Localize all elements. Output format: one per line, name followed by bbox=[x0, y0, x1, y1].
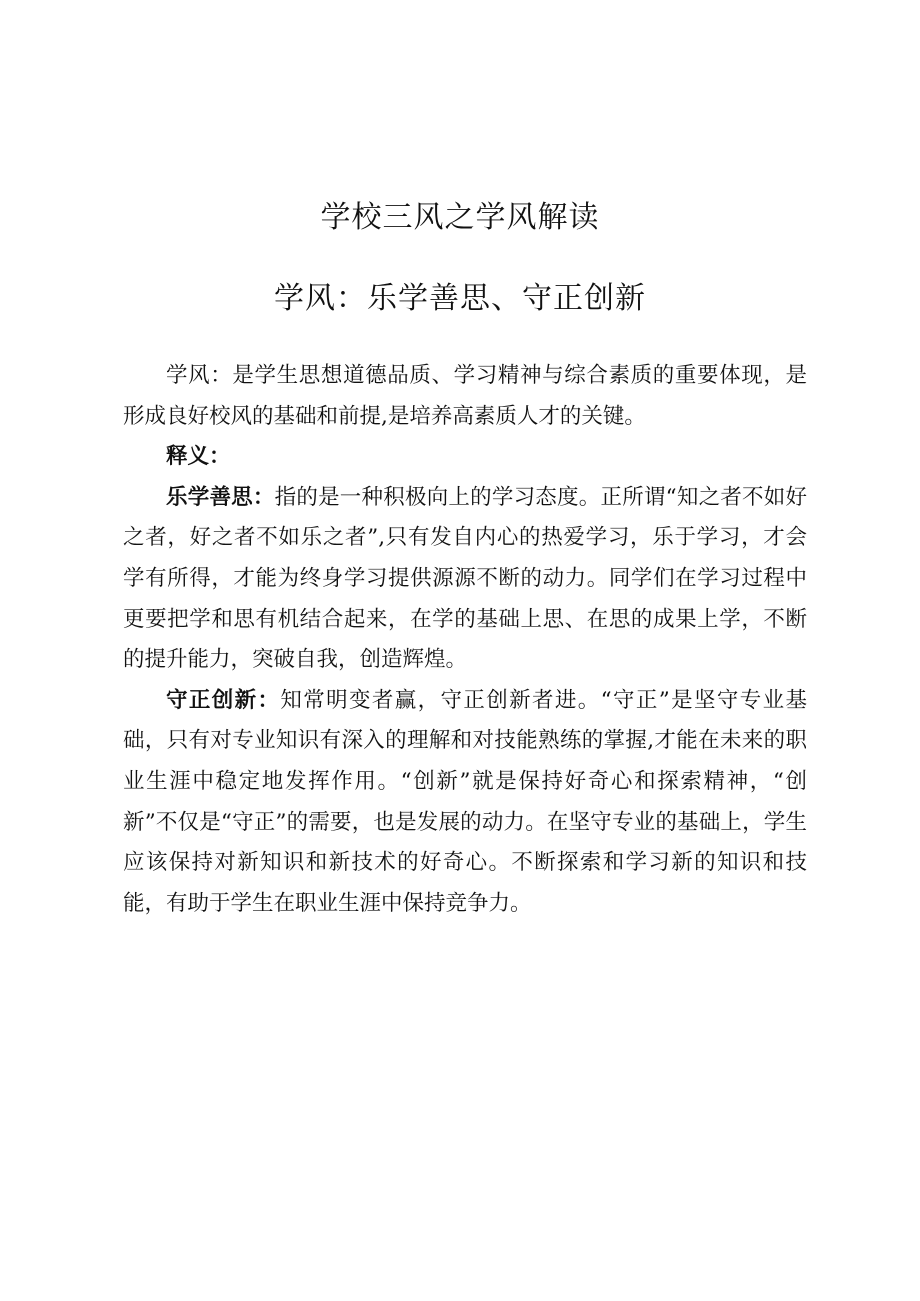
definition-heading-paragraph bbox=[123, 437, 807, 478]
section-paragraph-learning bbox=[123, 478, 807, 681]
document-subtitle: 学风：乐学善思、守正创新 bbox=[274, 281, 646, 316]
document-title: 学校三风之学风解读 bbox=[320, 200, 600, 235]
intro-paragraph: 学风：是学生思想道德品质、学习精神与综合素质的重要体现，是形成良好校风的基础和前提,是培养高素质人才的关键。 bbox=[123, 363, 807, 429]
document-body bbox=[123, 356, 807, 924]
section-label-learning: 乐学善思： bbox=[166, 484, 275, 510]
section-paragraph-innovation bbox=[123, 681, 807, 925]
section-label-innovation: 守正创新： bbox=[166, 687, 281, 713]
definition-heading: 释义： bbox=[166, 444, 231, 470]
section-text-learning: 指的是一种积极向上的学习态度。正所谓“知之者不如好之者，好之者不如乐之者”,只有发自内心的热爱学习，乐于学习，才会学有所得，才能为终身学习提供源源不断的动力。同学们在学习过程中更要把学和思有机结合起来，在学的基础上思、在思的成果上学，不断的提升能力，突破自我，创造辉煌。 bbox=[123, 484, 807, 673]
section-text-innovation: 知常明变者赢，守正创新者进。“守正”是坚守专业基础，只有对专业知识有深入的理解和对技能熟练的掌握,才能在未来的职业生涯中稳定地发挥作用。“创新”就是保持好奇心和探索精神，“创新”不仅是“守正”的需要，也是发展的动力。在坚守专业的基础上，学生应该保持对新知识和新技术的好奇心。不断探索和学习新的知识和技能，有助于学生在职业生涯中保持竞争力。 bbox=[123, 687, 807, 916]
